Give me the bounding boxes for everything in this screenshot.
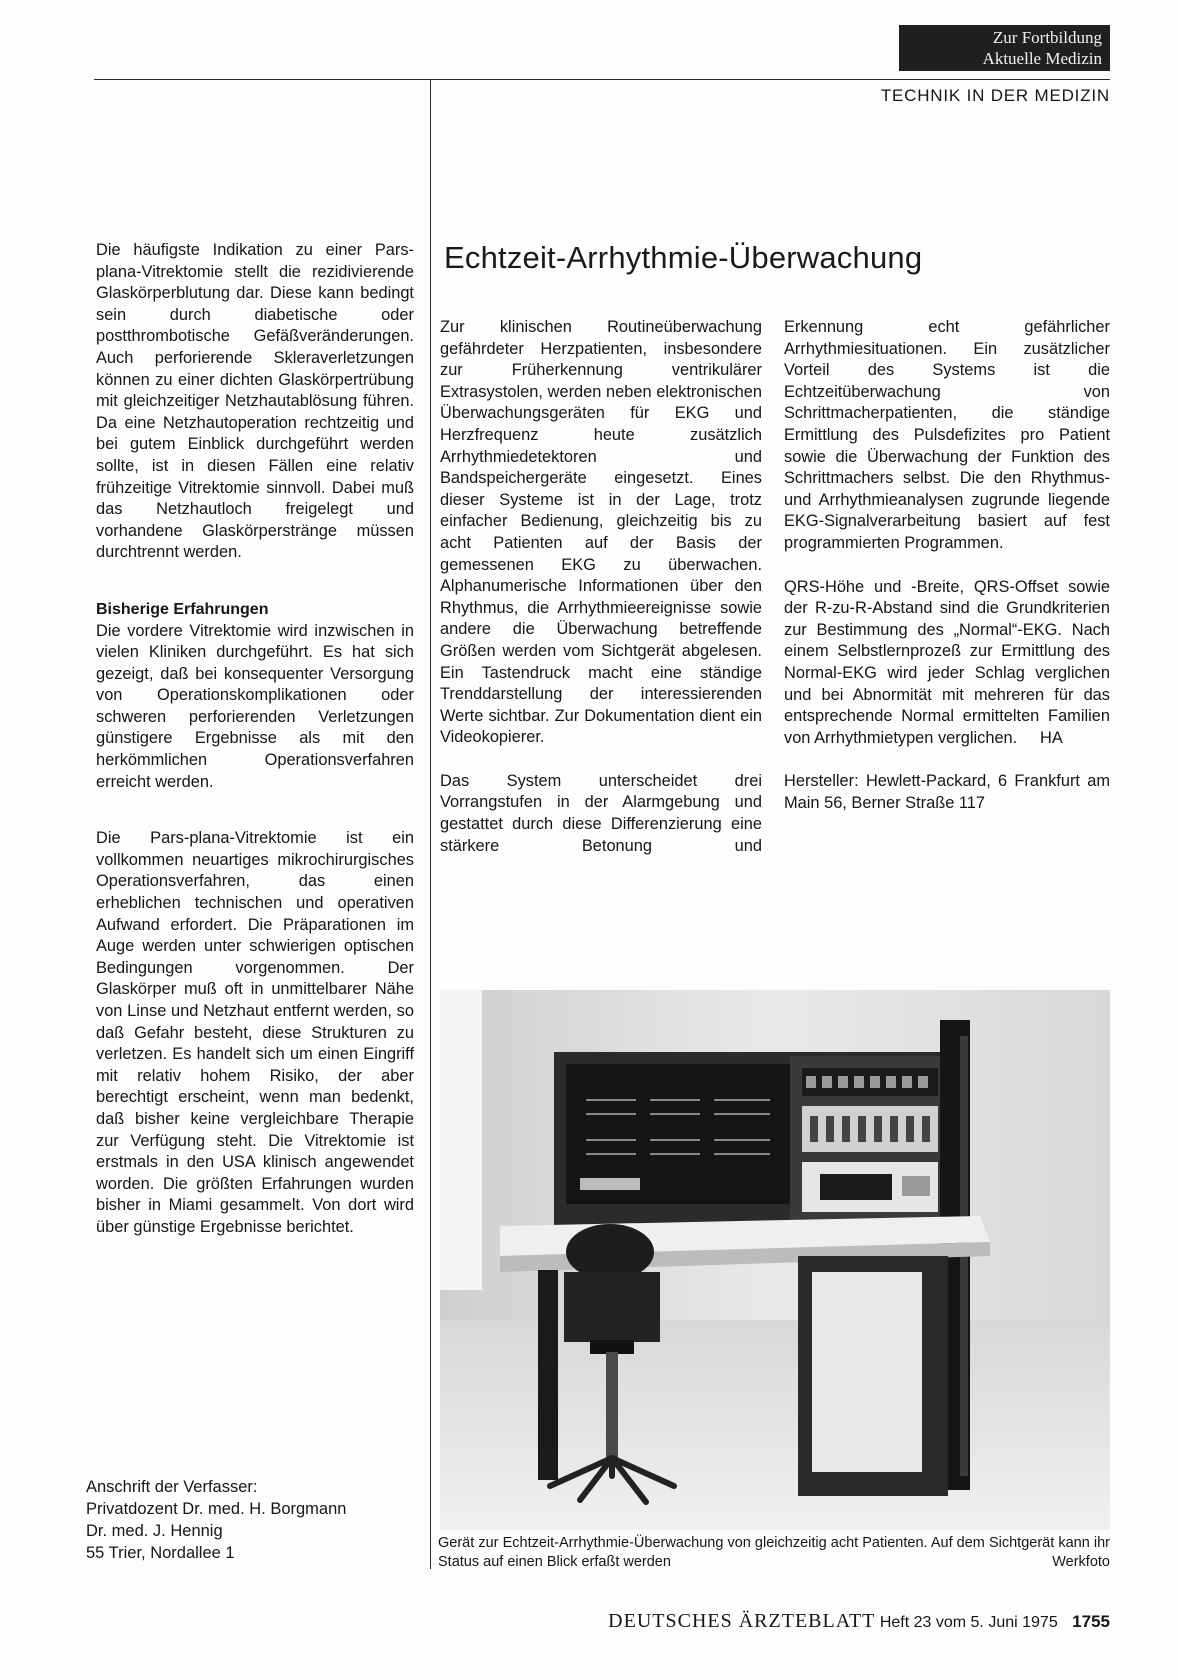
left-paragraph-1: Die häufigste Indikation zu einer Pars-plana-Vitrektomie stellt die rezidivierende Glaskörperblutung dar. Diese kann bedingt sein durch diabetische oder postthrombotische Gefäßveränderungen. Auch perforierende Skleraverletzungen können zu einer dichten Glaskörpertrübung mit gleichzeitiger Netzhautablösung führen. Da eine Netzhautoperation rechtzeitig und bei gutem Einblick durchgeführt werden sollte, ist in diesen Fällen eine relativ frühzeitige Vitrektomie sinnvoll. Dabei muß das Netzhautloch freigelegt und vorhandene Glaskörperstränge müssen durchtrennt werden. bbox=[96, 241, 414, 562]
middle-paragraph-1: Zur klinischen Routineüberwachung gefährdeter Herzpatienten, insbesondere zur Früherkennung ventrikulärer Extrasystolen, werden neben elektronischen Überwachungsgeräten für EKG und Herzfrequenz heute zusätzlich Arrhythmiedetektoren und Bandspeichergeräte eingesetzt. Eines dieser Systeme ist in der Lage, trotz einfacher Bedienung, gleichzeitig bis zu acht Patienten auf der Basis der gemessenen EKG zu überwachen. Alphanumerische Informationen über den Rhythmus, die Arrhythmieereignisse sowie andere die Überwachung betreffende Größen werden vom Sichtgerät abgelesen. Ein Tastendruck macht eine ständige Trenddarstellung der interessierenden Werte sichtbar. Zur Dokumentation dient ein Videokopierer. bbox=[440, 318, 762, 747]
right-paragraph-1: Erkennung echt gefährlicher Arrhythmiesituationen. Ein zusätzlicher Vorteil des Systems ist die Echtzeitüberwachung von Schrittmacherpatienten, die ständige Ermittlung des Pulsdefizites pro Patient sowie die Überwachung der Funktion des Schrittmachers selbst. Die den Rhythmus- und Arrhythmieanalysen zugrunde liegende EKG-Signalverarbeitung basiert auf fest programmierten Programmen. bbox=[784, 318, 1110, 552]
author-address-label: Anschrift der Verfasser: bbox=[86, 1478, 258, 1496]
author-initials: HA bbox=[1040, 728, 1063, 747]
right-paragraph-2-text: QRS-Höhe und -Breite, QRS-Offset sowie der R-zu-R-Abstand sind die Grundkriterien zur Bestimmung des „Normal“-EKG. Nach einem Selbstlernprozeß zur Ermittlung des Normal-EKG wird jeder Schlag verglichen und bei Abnormität mit mehreren für das entsprechende Normal ermittelten Familien von Arrhythmietypen verglichen. bbox=[784, 577, 1110, 747]
author-address-line-1: Privatdozent Dr. med. H. Borgmann bbox=[86, 1500, 347, 1518]
photo-credit: Werkfoto bbox=[1052, 1554, 1110, 1570]
monitoring-console-photo bbox=[440, 990, 1110, 1530]
page-footer bbox=[488, 1610, 1110, 1633]
author-address-line-3: 55 Trier, Nordallee 1 bbox=[86, 1544, 235, 1562]
subheading: Bisherige Erfahrungen bbox=[96, 600, 269, 618]
badge-line-2: Aktuelle Medizin bbox=[982, 49, 1102, 68]
column-divider bbox=[430, 79, 431, 1569]
badge-line-1: Zur Fortbildung bbox=[992, 28, 1102, 47]
right-paragraph-2 bbox=[784, 577, 1110, 750]
section-badge bbox=[899, 25, 1110, 71]
manufacturer-note: Hersteller: Hewlett-Packard, 6 Frankfurt am Main 56, Berner Straße 117 bbox=[784, 772, 1110, 812]
header-rule bbox=[94, 79, 1110, 80]
middle-column bbox=[440, 317, 762, 857]
right-column bbox=[784, 317, 1110, 814]
figure-caption-text: Gerät zur Echtzeit-Arrhythmie-Überwachung von gleichzeitig acht Patienten. Auf dem Sichtgerät kann ihr Status auf einen Blick erfaßt werden bbox=[438, 1535, 1110, 1570]
figure-caption bbox=[438, 1534, 1110, 1572]
left-column bbox=[96, 240, 414, 1239]
section-label: TECHNIK IN DER MEDIZIN bbox=[880, 86, 1110, 105]
author-address bbox=[86, 1476, 426, 1564]
author-address-line-2: Dr. med. J. Hennig bbox=[86, 1522, 223, 1540]
left-paragraph-2: Die vordere Vitrektomie wird inzwischen in vielen Kliniken durchgeführt. Es hat sich gezeigt, daß bei konsequenter Versorgung von Operationskomplikationen oder schweren perforierenden Verletzungen günstigere Ergebnisse als mit den herkömmlichen Operationsverfahren erreicht werden. bbox=[96, 621, 414, 791]
middle-paragraph-2: Das System unterscheidet drei Vorrangstufen in der Alarmgebung und gestattet durch diese Differenzierung eine stärkere Betonung und bbox=[440, 771, 762, 855]
issue-info: Heft 23 vom 5. Juni 1975 bbox=[879, 1614, 1058, 1631]
article-title: Echtzeit-Arrhythmie-Überwachung bbox=[444, 240, 923, 275]
left-paragraph-3: Die Pars-plana-Vitrektomie ist ein vollkommen neuartiges mikrochirurgisches Operationsverfahren, das einen erheblichen technischen und operativen Aufwand erfordert. Die Präparationen im Auge werden unter schwierigen optischen Bedingungen vorgenommen. Der Glaskörper muß oft in unmittelbarer Nähe von Linse und Netzhaut entfernt werden, so daß Gefahr besteht, diese Strukturen zu verletzen. Es handelt sich um einen Eingriff mit relativ hohem Risiko, der aber berechtigt erscheint, wenn man bedenkt, daß bisher keine vergleichbare Therapie zur Verfügung steht. Die Vitrektomie ist erstmals in den USA klinisch angewendet worden. Die größten Erfahrungen wurden bisher in Miami gesammelt. Von dort wird über günstige Ergebnisse berichtet. bbox=[96, 829, 414, 1236]
journal-name: DEUTSCHES ÄRZTEBLATT bbox=[608, 1610, 876, 1632]
page-number: 1755 bbox=[1072, 1612, 1110, 1631]
